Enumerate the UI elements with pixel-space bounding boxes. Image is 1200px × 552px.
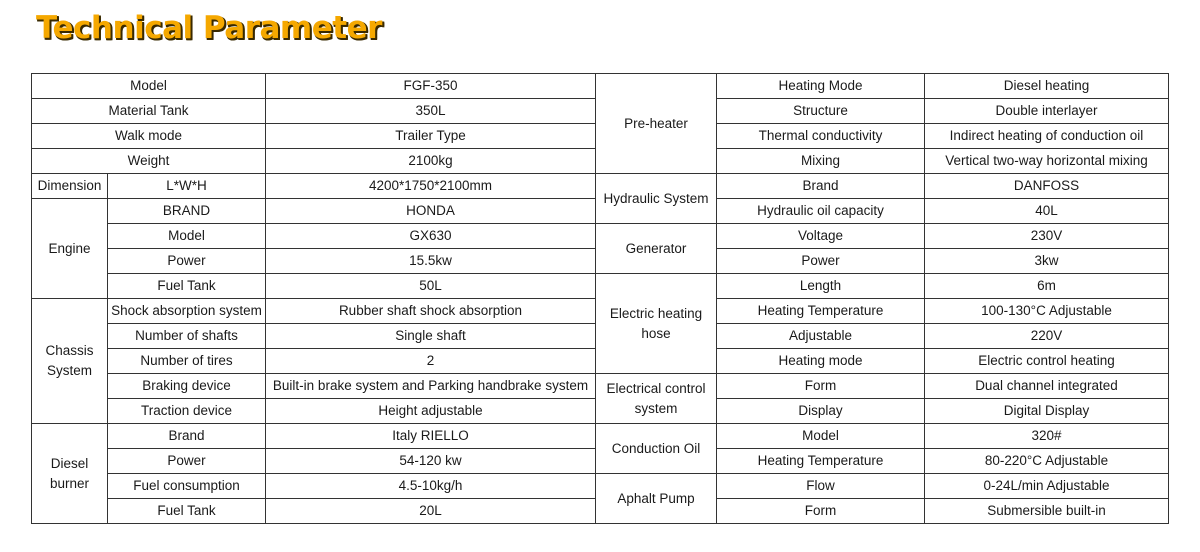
param-label: Fuel Tank [108, 274, 266, 299]
param-value: Diesel heating [925, 74, 1169, 99]
param-label: Traction device [108, 399, 266, 424]
param-label: Power [108, 449, 266, 474]
param-label: Thermal conductivity [717, 124, 925, 149]
table-row [32, 474, 1169, 499]
param-value: 3kw [925, 249, 1169, 274]
param-label: BRAND [108, 199, 266, 224]
param-label: Length [717, 274, 925, 299]
table-row [32, 224, 1169, 249]
param-label: Number of shafts [108, 324, 266, 349]
param-value: Submersible built-in [925, 499, 1169, 524]
param-label: Adjustable [717, 324, 925, 349]
group-label: Engine [32, 199, 108, 299]
param-value: 100-130°C Adjustable [925, 299, 1169, 324]
param-value: 350L [266, 99, 596, 124]
param-label: Weight [32, 149, 266, 174]
param-label: Heating Mode [717, 74, 925, 99]
param-value: Double interlayer [925, 99, 1169, 124]
param-label: Flow [717, 474, 925, 499]
param-label: Model [108, 224, 266, 249]
param-label: Fuel Tank [108, 499, 266, 524]
param-label: Form [717, 499, 925, 524]
param-label: Model [717, 424, 925, 449]
param-value: 220V [925, 324, 1169, 349]
param-label: Mixing [717, 149, 925, 174]
param-value: 2100kg [266, 149, 596, 174]
table-row [32, 74, 1169, 99]
param-label: Display [717, 399, 925, 424]
param-label: Fuel consumption [108, 474, 266, 499]
group-label: Electrical control system [596, 374, 717, 424]
param-value: Electric control heating [925, 349, 1169, 374]
param-value: Italy RIELLO [266, 424, 596, 449]
group-label: Electric heating hose [596, 274, 717, 374]
param-value: 4.5-10kg/h [266, 474, 596, 499]
param-value: Built-in brake system and Parking handbrake system [266, 374, 596, 399]
technical-parameter-table [31, 73, 1169, 524]
param-value: Single shaft [266, 324, 596, 349]
param-label: Brand [108, 424, 266, 449]
param-value: 80-220°C Adjustable [925, 449, 1169, 474]
group-label: Conduction Oil [596, 424, 717, 474]
group-label: Hydraulic System [596, 174, 717, 224]
param-label: Voltage [717, 224, 925, 249]
param-label: Power [108, 249, 266, 274]
param-value: 2 [266, 349, 596, 374]
page-title: Technical Parameter [36, 10, 382, 46]
param-label: Heating Temperature [717, 299, 925, 324]
param-label: Form [717, 374, 925, 399]
param-label: Heating mode [717, 349, 925, 374]
param-value: GX630 [266, 224, 596, 249]
param-value: 40L [925, 199, 1169, 224]
group-label: Aphalt Pump [596, 474, 717, 524]
param-label: Braking device [108, 374, 266, 399]
param-label: Model [32, 74, 266, 99]
group-label: Chassis System [32, 299, 108, 424]
param-label: Power [717, 249, 925, 274]
param-value: Vertical two-way horizontal mixing [925, 149, 1169, 174]
param-value: FGF-350 [266, 74, 596, 99]
table-row [32, 424, 1169, 449]
group-label: Generator [596, 224, 717, 274]
group-label: Pre-heater [596, 74, 717, 174]
param-value: 4200*1750*2100mm [266, 174, 596, 199]
param-value: 6m [925, 274, 1169, 299]
param-label: L*W*H [108, 174, 266, 199]
param-label: Material Tank [32, 99, 266, 124]
param-value: 50L [266, 274, 596, 299]
table-row [32, 174, 1169, 199]
group-label: Dimension [32, 174, 108, 199]
table-row [32, 374, 1169, 399]
param-value: 54-120 kw [266, 449, 596, 474]
param-label: Number of tires [108, 349, 266, 374]
param-label: Walk mode [32, 124, 266, 149]
param-label: Structure [717, 99, 925, 124]
param-label: Hydraulic oil capacity [717, 199, 925, 224]
param-value: 15.5kw [266, 249, 596, 274]
param-value: 230V [925, 224, 1169, 249]
param-label: Shock absorption system [108, 299, 266, 324]
param-value: Digital Display [925, 399, 1169, 424]
group-label: Diesel burner [32, 424, 108, 524]
param-value: 0-24L/min Adjustable [925, 474, 1169, 499]
param-value: Indirect heating of conduction oil [925, 124, 1169, 149]
param-label: Heating Temperature [717, 449, 925, 474]
param-value: Height adjustable [266, 399, 596, 424]
param-value: Dual channel integrated [925, 374, 1169, 399]
param-value: 320# [925, 424, 1169, 449]
param-value: Trailer Type [266, 124, 596, 149]
param-label: Brand [717, 174, 925, 199]
param-value: Rubber shaft shock absorption [266, 299, 596, 324]
param-value: HONDA [266, 199, 596, 224]
table-row [32, 274, 1169, 299]
param-value: 20L [266, 499, 596, 524]
param-value: DANFOSS [925, 174, 1169, 199]
